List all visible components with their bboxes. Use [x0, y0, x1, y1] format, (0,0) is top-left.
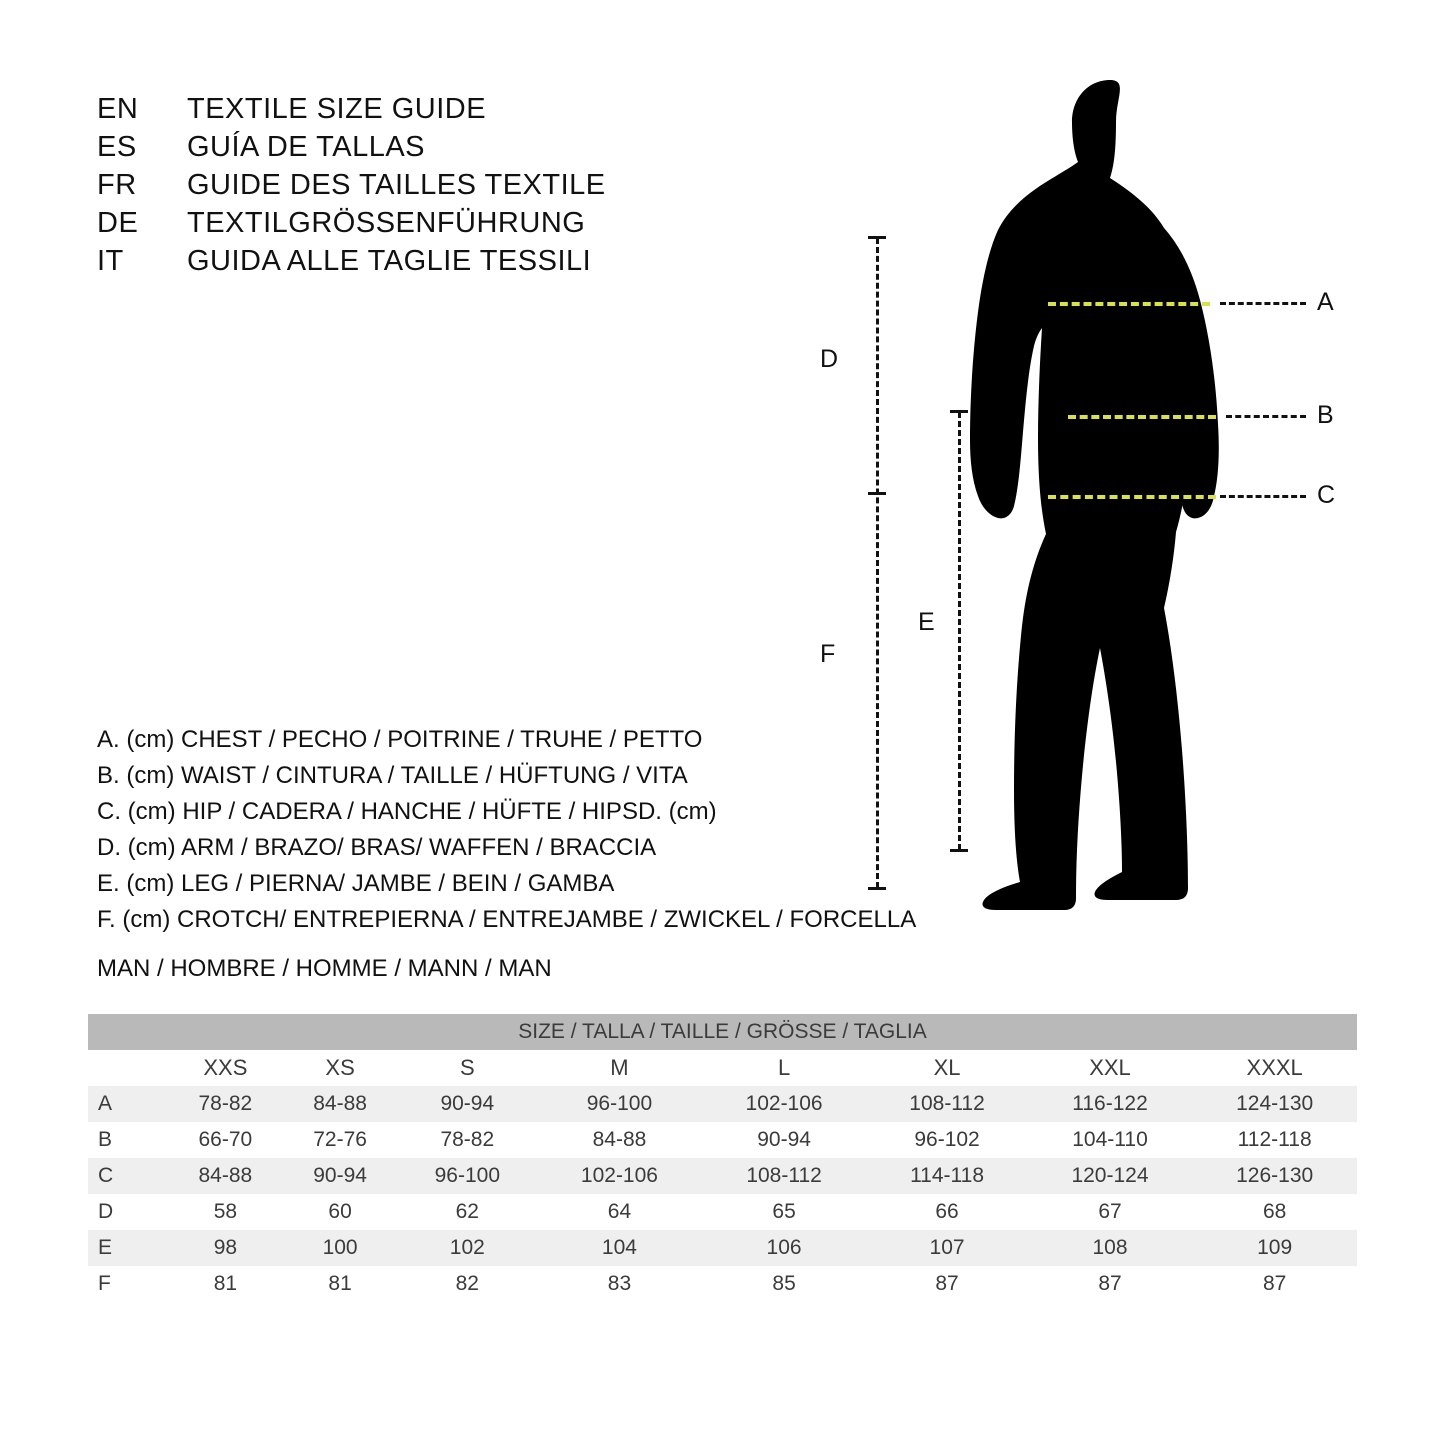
cell-a-xxl: 116-122 — [1028, 1086, 1193, 1122]
table-caption: SIZE / TALLA / TAILLE / GRÖSSE / TAGLIA — [88, 1014, 1357, 1050]
cell-a-m: 96-100 — [537, 1086, 702, 1122]
cell-b-xxl: 104-110 — [1028, 1122, 1193, 1158]
cell-d-xl: 66 — [866, 1194, 1027, 1230]
waist-band-line — [1068, 415, 1216, 419]
row-key-e: E — [88, 1230, 168, 1266]
cell-c-xl: 114-118 — [866, 1158, 1027, 1194]
label-f: F — [820, 640, 836, 668]
cell-e-m: 104 — [537, 1230, 702, 1266]
cell-c-s: 96-100 — [397, 1158, 537, 1194]
cell-c-m: 102-106 — [537, 1158, 702, 1194]
cell-e-xxxl: 109 — [1192, 1230, 1357, 1266]
column-header-xxs: XXS — [168, 1050, 283, 1086]
table-row — [88, 1194, 1357, 1230]
cell-b-m: 84-88 — [537, 1122, 702, 1158]
cell-f-xxxl: 87 — [1192, 1266, 1357, 1302]
cell-b-s: 78-82 — [397, 1122, 537, 1158]
label-a: A — [1317, 288, 1334, 316]
cell-c-xxxl: 126-130 — [1192, 1158, 1357, 1194]
cell-b-xxs: 66-70 — [168, 1122, 283, 1158]
cell-e-xs: 100 — [283, 1230, 398, 1266]
legend-line-a: A. (cm) CHEST / PECHO / POITRINE / TRUHE / PETTO — [97, 726, 703, 753]
cell-a-s: 90-94 — [397, 1086, 537, 1122]
leg-measure-tick-bottom — [950, 849, 968, 852]
legend-line-e: E. (cm) LEG / PIERNA/ JAMBE / BEIN / GAMBA — [97, 870, 615, 897]
column-header-blank — [88, 1050, 168, 1086]
legend-line-f: F. (cm) CROTCH/ ENTREPIERNA / ENTREJAMBE / ZWICKEL / FORCELLA — [97, 906, 917, 933]
chest-leader — [1220, 302, 1306, 305]
cell-d-m: 64 — [537, 1194, 702, 1230]
title-lang-en: EN — [97, 93, 139, 125]
label-e: E — [918, 608, 935, 636]
row-key-b: B — [88, 1122, 168, 1158]
cell-f-l: 85 — [702, 1266, 867, 1302]
leg-measure-line — [958, 412, 961, 850]
cell-f-xxs: 81 — [168, 1266, 283, 1302]
cell-e-s: 102 — [397, 1230, 537, 1266]
legend-line-d: D. (cm) ARM / BRAZO/ BRAS/ WAFFEN / BRACCIA — [97, 834, 657, 861]
cell-f-m: 83 — [537, 1266, 702, 1302]
cell-e-l: 106 — [702, 1230, 867, 1266]
cell-f-xl: 87 — [866, 1266, 1027, 1302]
cell-c-xs: 90-94 — [283, 1158, 398, 1194]
table-row — [88, 1230, 1357, 1266]
cell-d-l: 65 — [702, 1194, 867, 1230]
chest-band-line — [1048, 302, 1210, 306]
title-lang-fr: FR — [97, 169, 137, 201]
hip-band-line — [1048, 495, 1216, 499]
waist-leader — [1226, 415, 1306, 418]
legend-block — [97, 722, 927, 938]
title-text-fr: GUIDE DES TAILLES TEXTILE — [187, 169, 606, 201]
cell-b-xs: 72-76 — [283, 1122, 398, 1158]
cell-d-xxl: 67 — [1028, 1194, 1193, 1230]
column-header-s: S — [397, 1050, 537, 1086]
cell-d-xxxl: 68 — [1192, 1194, 1357, 1230]
cell-d-xxs: 58 — [168, 1194, 283, 1230]
column-header-xl: XL — [866, 1050, 1027, 1086]
title-row — [97, 242, 797, 280]
title-lang-de: DE — [97, 207, 139, 239]
title-row — [97, 90, 797, 128]
title-text-en: TEXTILE SIZE GUIDE — [187, 93, 487, 125]
column-header-xs: XS — [283, 1050, 398, 1086]
column-header-xxl: XXL — [1028, 1050, 1193, 1086]
cell-e-xxl: 108 — [1028, 1230, 1193, 1266]
label-b: B — [1317, 401, 1334, 429]
cell-a-l: 102-106 — [702, 1086, 867, 1122]
row-key-d: D — [88, 1194, 168, 1230]
cell-c-xxs: 84-88 — [168, 1158, 283, 1194]
hip-leader — [1220, 495, 1306, 498]
label-c: C — [1317, 481, 1336, 509]
legend-line-c: C. (cm) HIP / CADERA / HANCHE / HÜFTE / HIPSD. (cm) — [97, 798, 717, 825]
gender-label: MAN / HOMBRE / HOMME / MANN / MAN — [97, 955, 552, 982]
crotch-measure-tick-top — [868, 236, 886, 239]
cell-e-xl: 107 — [866, 1230, 1027, 1266]
cell-b-l: 90-94 — [702, 1122, 867, 1158]
size-table — [88, 1014, 1357, 1302]
cell-a-xxs: 78-82 — [168, 1086, 283, 1122]
leg-measure-tick-top — [950, 410, 968, 413]
legend-line-b: B. (cm) WAIST / CINTURA / TAILLE / HÜFTUNG / VITA — [97, 762, 688, 789]
cell-f-xs: 81 — [283, 1266, 398, 1302]
title-lang-es: ES — [97, 131, 137, 163]
title-row — [97, 128, 797, 166]
arm-measure-tick — [868, 492, 886, 495]
column-header-xxxl: XXXL — [1192, 1050, 1357, 1086]
table-row — [88, 1266, 1357, 1302]
cell-c-l: 108-112 — [702, 1158, 867, 1194]
cell-e-xxs: 98 — [168, 1230, 283, 1266]
cell-a-xs: 84-88 — [283, 1086, 398, 1122]
title-text-es: GUÍA DE TALLAS — [187, 131, 426, 163]
cell-b-xxxl: 112-118 — [1192, 1122, 1357, 1158]
column-header-m: M — [537, 1050, 702, 1086]
cell-c-xxl: 120-124 — [1028, 1158, 1193, 1194]
title-text-de: TEXTILGRÖSSENFÜHRUNG — [187, 207, 586, 239]
cell-d-xs: 60 — [283, 1194, 398, 1230]
cell-a-xxxl: 124-130 — [1192, 1086, 1357, 1122]
cell-a-xl: 108-112 — [866, 1086, 1027, 1122]
table-header-row — [88, 1050, 1357, 1086]
row-key-f: F — [88, 1266, 168, 1302]
title-row — [97, 204, 797, 242]
row-key-a: A — [88, 1086, 168, 1122]
cell-f-xxl: 87 — [1028, 1266, 1193, 1302]
table-row — [88, 1086, 1357, 1122]
table-row — [88, 1158, 1357, 1194]
title-lang-it: IT — [97, 245, 124, 277]
cell-f-s: 82 — [397, 1266, 537, 1302]
title-block — [97, 90, 797, 280]
cell-b-xl: 96-102 — [866, 1122, 1027, 1158]
row-key-c: C — [88, 1158, 168, 1194]
column-header-l: L — [702, 1050, 867, 1086]
title-text-it: GUIDA ALLE TAGLIE TESSILI — [187, 245, 592, 277]
label-d: D — [820, 345, 839, 373]
cell-d-s: 62 — [397, 1194, 537, 1230]
title-row — [97, 166, 797, 204]
table-caption-row — [88, 1014, 1357, 1050]
table-row — [88, 1122, 1357, 1158]
